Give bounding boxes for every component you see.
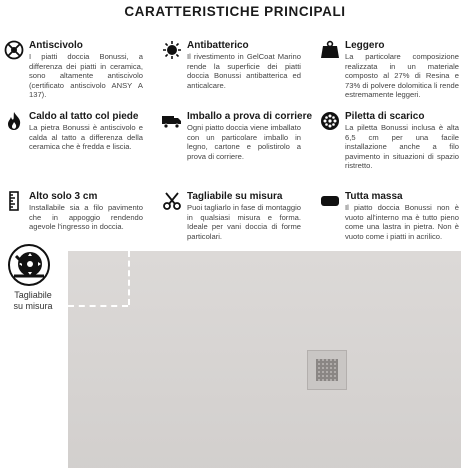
feature-title: Tagliabile su misura xyxy=(187,191,283,202)
feature-text: I piatti doccia Bonussi, a differenza dei piatti in ceramica, sono altamente antiscivolo (certificato antiscivolo ANSY A 137). xyxy=(29,52,143,100)
page-title: CARATTERISTICHE PRINCIPALI xyxy=(124,4,346,19)
antibacterial-icon xyxy=(162,40,182,60)
feature-text: La pietra Bonussi è antiscivolo e calda al tatto a differenza della ceramica che è fredda e liscia. xyxy=(29,123,143,152)
circular-saw-icon xyxy=(8,244,50,286)
feature-text: Il rivestimento in GelCoat Marino rende la superficie dei piatti doccia Bonussi antibatterica ed anticalcare. xyxy=(187,52,301,90)
feature-title: Caldo al tatto col piede xyxy=(29,111,139,122)
solid-mass-icon xyxy=(320,191,340,211)
feature-text: Installabile sia a filo pavimento che in appoggio rendendo agevole l'ingresso in doccia. xyxy=(29,203,143,232)
warm-touch-icon xyxy=(4,111,24,131)
cut-guide-vertical xyxy=(128,251,130,305)
cut-label-line1: Tagliabile xyxy=(14,290,52,300)
drain-icon xyxy=(320,111,340,131)
feature-text: Puoi tagliarlo in fase di montaggio in qualsiasi misura e forma. Ideale per vani doccia di forme particolari. xyxy=(187,203,301,241)
feature-title: Leggero xyxy=(345,40,385,51)
feature-title: Antiscivolo xyxy=(29,40,83,51)
cut-label-line2: su misura xyxy=(13,301,53,311)
cut-to-size-badge xyxy=(0,242,66,326)
feature-title: Piletta di scarico xyxy=(345,111,425,122)
feature-title: Tutta massa xyxy=(345,191,403,202)
anti-slip-icon xyxy=(4,40,24,60)
feature-text: La piletta Bonussi inclusa è alta 6,5 cm per una facile installazione anche a filo pavimento in situazioni di spazio ristretto. xyxy=(345,123,459,171)
scissors-icon xyxy=(162,191,182,211)
shower-tray-image xyxy=(68,251,461,468)
feature-title: Antibatterico xyxy=(187,40,249,51)
delivery-truck-icon xyxy=(162,111,182,131)
feature-text: Ogni piatto doccia viene imballato con un particolare imballo in legno, cartone e polistirolo a prova di corriere. xyxy=(187,123,301,161)
feature-title: Alto solo 3 cm xyxy=(29,191,98,202)
cut-guide-horizontal xyxy=(68,305,128,307)
feature-text: Il piatto doccia Bonussi non è vuoto all'interno ma è tutto pieno come una lastra in pietra. Non è vuoto come i piatti in acrilico. xyxy=(345,203,459,241)
ruler-icon xyxy=(4,191,24,211)
drain-grate-pattern xyxy=(316,359,338,381)
feature-title: Imballo a prova di corriere xyxy=(187,111,313,122)
cut-label xyxy=(0,290,66,312)
feature-text: La particolare composizione realizzata in un materiale composto al 27% di Resina e 73% di polvere dolomitica li rende estremamente leggeri. xyxy=(345,52,459,100)
drain-grate xyxy=(307,350,347,390)
lightweight-icon xyxy=(320,40,340,60)
